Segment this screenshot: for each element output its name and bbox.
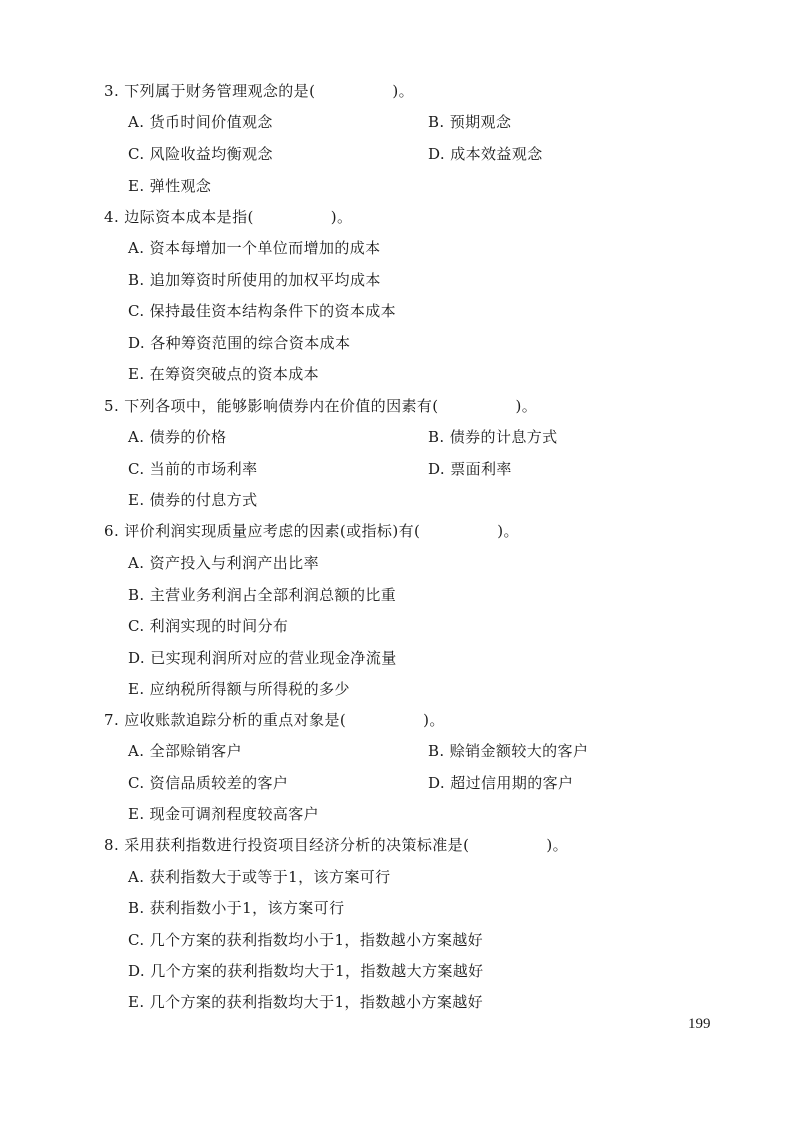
question-6-option-e: E. 应纳税所得额与所得税的多少 <box>128 680 350 698</box>
question-8-option-d: D. 几个方案的获利指数均大于1，指数越大方案越好 <box>128 962 484 980</box>
question-3-option-c: C. 风险收益均衡观念 <box>128 145 273 163</box>
question-5-option-c: C. 当前的市场利率 <box>128 460 258 478</box>
question-3-stem: 3. 下列属于财务管理观念的是( )。 <box>104 82 414 100</box>
page-number: 199 <box>688 1016 711 1032</box>
question-6-option-b: B. 主营业务利润占全部利润总额的比重 <box>128 586 397 604</box>
question-3-option-a: A. 货币时间价值观念 <box>128 113 273 131</box>
question-4-option-a: A. 资本每增加一个单位而增加的成本 <box>128 239 381 257</box>
question-8-option-b: B. 获利指数小于1，该方案可行 <box>128 899 345 917</box>
question-4-option-e: E. 在筹资突破点的资本成本 <box>128 365 320 383</box>
question-6-option-c: C. 利润实现的时间分布 <box>128 617 289 635</box>
question-8-option-e: E. 几个方案的获利指数均大于1，指数越小方案越好 <box>128 993 484 1011</box>
question-7-option-d: D. 超过信用期的客户 <box>428 774 574 792</box>
question-7-option-e: E. 现金可调剂程度较高客户 <box>128 805 320 823</box>
question-7-option-b: B. 赊销金额较大的客户 <box>428 742 589 760</box>
question-8-option-c: C. 几个方案的获利指数均小于1，指数越小方案越好 <box>128 931 484 949</box>
question-5-stem: 5. 下列各项中，能够影响债券内在价值的因素有( )。 <box>104 397 538 415</box>
question-5-option-a: A. 债券的价格 <box>128 428 227 446</box>
question-8-option-a: A. 获利指数大于或等于1，该方案可行 <box>128 868 391 886</box>
question-4-stem: 4. 边际资本成本是指( )。 <box>104 208 353 226</box>
question-8-stem: 8. 采用获利指数进行投资项目经济分析的决策标准是( )。 <box>104 836 568 854</box>
question-4-option-d: D. 各种筹资范围的综合资本成本 <box>128 334 351 352</box>
question-7-option-c: C. 资信品质较差的客户 <box>128 774 289 792</box>
question-6-option-d: D. 已实现利润所对应的营业现金净流量 <box>128 649 397 667</box>
question-7-stem: 7. 应收账款追踪分析的重点对象是( )。 <box>104 711 445 729</box>
question-3-option-d: D. 成本效益观念 <box>428 145 543 163</box>
question-3-option-e: E. 弹性观念 <box>128 177 212 195</box>
question-6-stem: 6. 评价利润实现质量应考虑的因素(或指标)有( )。 <box>104 522 519 540</box>
question-6-option-a: A. 资产投入与利润产出比率 <box>128 554 319 572</box>
question-5-option-b: B. 债券的计息方式 <box>428 428 558 446</box>
question-5-option-d: D. 票面利率 <box>428 460 512 478</box>
question-5-option-e: E. 债券的付息方式 <box>128 491 258 509</box>
question-3-option-b: B. 预期观念 <box>428 113 512 131</box>
question-4-option-c: C. 保持最佳资本结构条件下的资本成本 <box>128 302 397 320</box>
question-7-option-a: A. 全部赊销客户 <box>128 742 242 760</box>
question-4-option-b: B. 追加筹资时所使用的加权平均成本 <box>128 271 381 289</box>
